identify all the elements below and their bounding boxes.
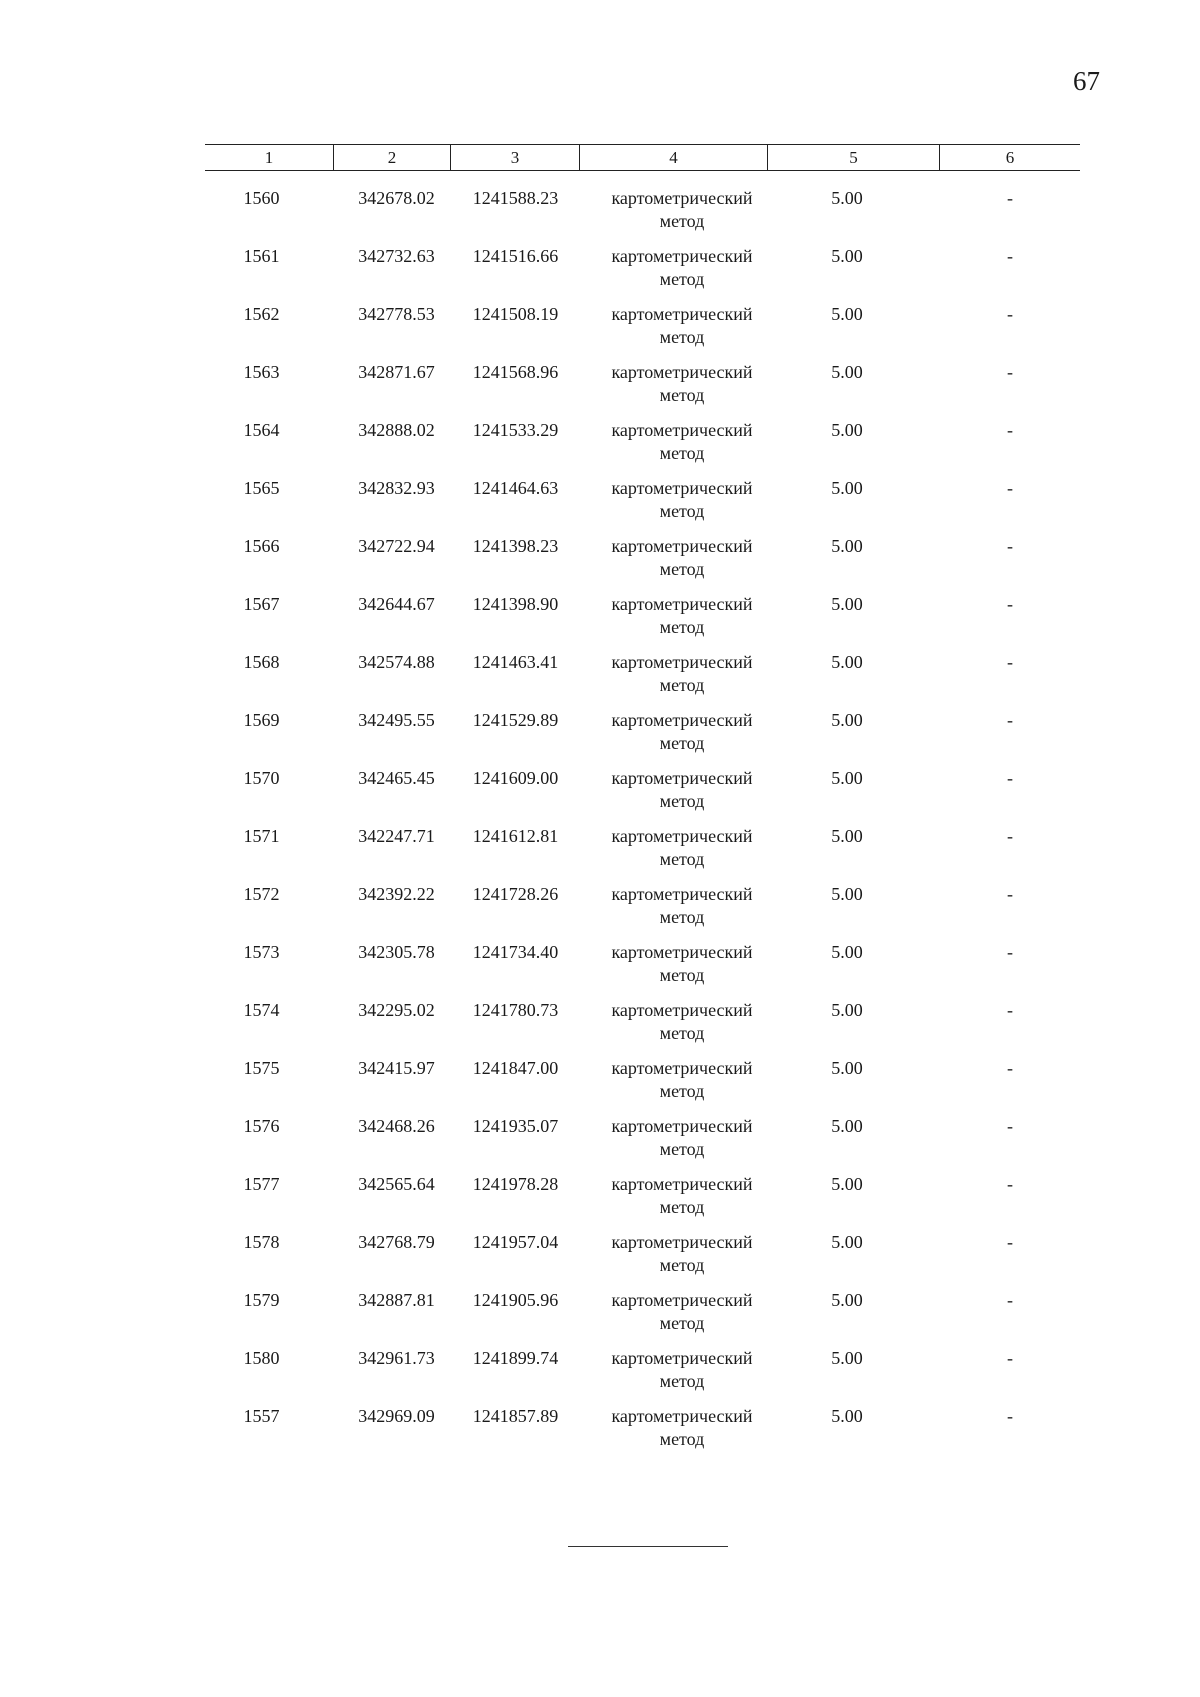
table-row <box>205 593 1080 651</box>
point-number: 1569 <box>243 710 280 730</box>
method-line-1: картометрический <box>611 1058 753 1078</box>
table-row <box>205 767 1080 825</box>
column-header: 6 <box>1005 148 1015 167</box>
coordinate-y: 1241780.73 <box>472 1000 559 1020</box>
coordinate-y: 1241463.41 <box>472 652 559 672</box>
point-number: 1561 <box>243 246 280 266</box>
method-cell <box>580 1405 768 1463</box>
description-cell: - <box>1007 1406 1013 1426</box>
accuracy-value: 5.00 <box>831 362 863 382</box>
coordinate-y: 1241516.66 <box>472 246 559 266</box>
description-cell: - <box>1007 942 1013 962</box>
table-row <box>205 1231 1080 1289</box>
point-number: 1577 <box>243 1174 280 1194</box>
coordinate-x: 342495.55 <box>358 710 435 730</box>
method-line-1: картометрический <box>611 884 753 904</box>
point-number: 1560 <box>243 188 280 208</box>
coordinate-x: 342888.02 <box>358 420 435 440</box>
accuracy-value: 5.00 <box>831 188 863 208</box>
table-row <box>205 883 1080 941</box>
method-cell <box>580 477 768 535</box>
description-cell: - <box>1007 652 1013 672</box>
point-number: 1566 <box>243 536 280 556</box>
point-number: 1573 <box>243 942 280 962</box>
coordinate-x: 342722.94 <box>358 536 435 556</box>
description-cell: - <box>1007 536 1013 556</box>
description-cell: - <box>1007 478 1013 498</box>
method-line-2: метод <box>659 617 705 637</box>
method-line-1: картометрический <box>611 362 753 382</box>
coordinate-y: 1241508.19 <box>472 304 559 324</box>
accuracy-value: 5.00 <box>831 652 863 672</box>
method-cell <box>580 883 768 941</box>
coordinate-x: 342778.53 <box>358 304 435 324</box>
method-line-2: метод <box>659 269 705 289</box>
coordinate-x: 342295.02 <box>358 1000 435 1020</box>
accuracy-value: 5.00 <box>831 1174 863 1194</box>
point-number: 1574 <box>243 1000 280 1020</box>
coordinate-x: 342678.02 <box>358 188 435 208</box>
column-header: 1 <box>205 145 334 170</box>
method-cell <box>580 593 768 651</box>
method-line-1: картометрический <box>611 942 753 962</box>
coordinate-x: 342969.09 <box>358 1406 435 1426</box>
method-line-2: метод <box>659 501 705 521</box>
method-line-1: картометрический <box>611 826 753 846</box>
accuracy-value: 5.00 <box>831 710 863 730</box>
description-cell: - <box>1007 768 1013 788</box>
method-cell <box>580 1057 768 1115</box>
coordinate-y: 1241533.29 <box>472 420 559 440</box>
accuracy-value: 5.00 <box>831 1290 863 1310</box>
method-line-1: картометрический <box>611 188 753 208</box>
description-cell: - <box>1007 1348 1013 1368</box>
table-row <box>205 1173 1080 1231</box>
coordinate-y: 1241728.26 <box>472 884 559 904</box>
point-number: 1575 <box>243 1058 280 1078</box>
column-header: 5 <box>768 145 940 170</box>
description-cell: - <box>1007 710 1013 730</box>
method-line-1: картометрический <box>611 420 753 440</box>
description-cell: - <box>1007 420 1013 440</box>
coordinate-y: 1241935.07 <box>472 1116 559 1136</box>
coordinate-y: 1241612.81 <box>472 826 559 846</box>
coordinate-x: 342768.79 <box>358 1232 435 1252</box>
table-row <box>205 651 1080 709</box>
page-number: 67 <box>1073 66 1100 96</box>
accuracy-value: 5.00 <box>831 1348 863 1368</box>
coordinate-x: 342565.64 <box>358 1174 435 1194</box>
method-line-1: картометрический <box>611 1116 753 1136</box>
coordinate-y: 1241398.90 <box>472 594 559 614</box>
method-cell <box>580 825 768 883</box>
coordinate-x: 342465.45 <box>358 768 435 788</box>
method-line-2: метод <box>659 1429 705 1449</box>
method-cell <box>580 941 768 999</box>
point-number: 1580 <box>243 1348 280 1368</box>
coordinate-x: 342887.81 <box>358 1290 435 1310</box>
table-row <box>205 1405 1080 1463</box>
method-line-2: метод <box>659 1313 705 1333</box>
method-line-2: метод <box>659 907 705 927</box>
description-cell: - <box>1007 246 1013 266</box>
method-line-2: метод <box>659 211 705 231</box>
table-row <box>205 825 1080 883</box>
coordinate-x: 342468.26 <box>358 1116 435 1136</box>
coordinate-y: 1241899.74 <box>472 1348 559 1368</box>
method-cell <box>580 999 768 1057</box>
accuracy-value: 5.00 <box>831 768 863 788</box>
coordinate-x: 342832.93 <box>358 478 435 498</box>
method-line-2: метод <box>659 385 705 405</box>
method-line-2: метод <box>659 559 705 579</box>
accuracy-value: 5.00 <box>831 826 863 846</box>
table-body <box>205 187 1080 1463</box>
accuracy-value: 5.00 <box>831 1406 863 1426</box>
coordinate-y: 1241734.40 <box>472 942 559 962</box>
method-cell <box>580 245 768 303</box>
table-row <box>205 245 1080 303</box>
table-row <box>205 477 1080 535</box>
method-line-1: картометрический <box>611 536 753 556</box>
description-cell: - <box>1007 1116 1013 1136</box>
method-cell <box>580 767 768 825</box>
table-row <box>205 535 1080 593</box>
description-cell: - <box>1007 1232 1013 1252</box>
table-row <box>205 941 1080 999</box>
method-line-2: метод <box>659 1371 705 1391</box>
method-line-2: метод <box>659 1255 705 1275</box>
coordinate-x: 342392.22 <box>358 884 435 904</box>
accuracy-value: 5.00 <box>831 246 863 266</box>
method-line-1: картометрический <box>611 1348 753 1368</box>
point-number: 1571 <box>243 826 280 846</box>
method-line-1: картометрический <box>611 710 753 730</box>
description-cell: - <box>1007 1290 1013 1310</box>
coordinate-y: 1241957.04 <box>472 1232 559 1252</box>
point-number: 1557 <box>243 1406 280 1426</box>
table-row <box>205 999 1080 1057</box>
table-row <box>205 419 1080 477</box>
coordinate-y: 1241857.89 <box>472 1406 559 1426</box>
coordinate-x: 342415.97 <box>358 1058 435 1078</box>
coordinate-x: 342305.78 <box>358 942 435 962</box>
description-cell: - <box>1007 884 1013 904</box>
description-cell: - <box>1007 1058 1013 1078</box>
method-cell <box>580 361 768 419</box>
table-row <box>205 361 1080 419</box>
point-number: 1567 <box>243 594 280 614</box>
method-line-2: метод <box>659 733 705 753</box>
accuracy-value: 5.00 <box>831 594 863 614</box>
table-header <box>205 145 1080 170</box>
point-number: 1576 <box>243 1116 280 1136</box>
end-rule <box>568 1546 728 1547</box>
accuracy-value: 5.00 <box>831 1232 863 1252</box>
method-line-1: картометрический <box>611 1290 753 1310</box>
method-cell <box>580 1173 768 1231</box>
header-bottom-rule <box>205 170 1080 171</box>
coordinate-y: 1241588.23 <box>472 188 559 208</box>
accuracy-value: 5.00 <box>831 478 863 498</box>
accuracy-value: 5.00 <box>831 942 863 962</box>
point-number: 1578 <box>243 1232 280 1252</box>
point-number: 1570 <box>243 768 280 788</box>
method-cell <box>580 419 768 477</box>
method-cell <box>580 1115 768 1173</box>
method-cell <box>580 187 768 245</box>
method-line-1: картометрический <box>611 768 753 788</box>
accuracy-value: 5.00 <box>831 536 863 556</box>
accuracy-value: 5.00 <box>831 304 863 324</box>
coordinate-x: 342644.67 <box>358 594 435 614</box>
method-cell <box>580 1231 768 1289</box>
accuracy-value: 5.00 <box>831 1000 863 1020</box>
method-line-1: картометрический <box>611 304 753 324</box>
point-number: 1563 <box>243 362 280 382</box>
point-number: 1579 <box>243 1290 280 1310</box>
method-line-2: метод <box>659 1023 705 1043</box>
method-line-1: картометрический <box>611 1232 753 1252</box>
coordinate-x: 342247.71 <box>358 826 435 846</box>
method-cell <box>580 303 768 361</box>
coordinate-y: 1241398.23 <box>472 536 559 556</box>
description-cell: - <box>1007 362 1013 382</box>
description-cell: - <box>1007 1174 1013 1194</box>
point-number: 1568 <box>243 652 280 672</box>
method-cell <box>580 1347 768 1405</box>
method-line-1: картометрический <box>611 652 753 672</box>
description-cell: - <box>1007 826 1013 846</box>
method-line-2: метод <box>659 1197 705 1217</box>
method-line-2: метод <box>659 675 705 695</box>
method-cell <box>580 1289 768 1347</box>
method-line-2: метод <box>659 849 705 869</box>
coordinate-y: 1241568.96 <box>472 362 559 382</box>
method-line-2: метод <box>659 965 705 985</box>
method-line-2: метод <box>659 791 705 811</box>
point-number: 1565 <box>243 478 280 498</box>
point-number: 1562 <box>243 304 280 324</box>
method-line-1: картометрический <box>611 1000 753 1020</box>
method-line-2: метод <box>659 327 705 347</box>
accuracy-value: 5.00 <box>831 1116 863 1136</box>
accuracy-value: 5.00 <box>831 884 863 904</box>
column-header: 3 <box>451 145 580 170</box>
column-header: 2 <box>334 145 451 170</box>
method-line-1: картометрический <box>611 1174 753 1194</box>
description-cell: - <box>1007 304 1013 324</box>
table-row <box>205 1115 1080 1173</box>
table-row <box>205 1057 1080 1115</box>
column-header: 4 <box>580 145 768 170</box>
coordinate-y: 1241847.00 <box>472 1058 559 1078</box>
coordinate-y: 1241609.00 <box>472 768 559 788</box>
coordinate-y: 1241905.96 <box>472 1290 559 1310</box>
accuracy-value: 5.00 <box>831 1058 863 1078</box>
coordinate-y: 1241464.63 <box>472 478 559 498</box>
table-row <box>205 1289 1080 1347</box>
coordinate-x: 342961.73 <box>358 1348 435 1368</box>
coordinate-y: 1241978.28 <box>472 1174 559 1194</box>
method-line-1: картометрический <box>611 478 753 498</box>
description-cell: - <box>1007 1000 1013 1020</box>
method-cell <box>580 535 768 593</box>
method-cell <box>580 709 768 767</box>
coordinate-x: 342871.67 <box>358 362 435 382</box>
description-cell: - <box>1007 188 1013 208</box>
table-row <box>205 187 1080 245</box>
method-line-1: картометрический <box>611 594 753 614</box>
point-number: 1564 <box>243 420 280 440</box>
method-line-1: картометрический <box>611 1406 753 1426</box>
coordinate-y: 1241529.89 <box>472 710 559 730</box>
method-cell <box>580 651 768 709</box>
method-line-2: метод <box>659 443 705 463</box>
table-row <box>205 709 1080 767</box>
accuracy-value: 5.00 <box>831 420 863 440</box>
method-line-2: метод <box>659 1081 705 1101</box>
coordinate-x: 342574.88 <box>358 652 435 672</box>
point-number: 1572 <box>243 884 280 904</box>
method-line-1: картометрический <box>611 246 753 266</box>
description-cell: - <box>1007 594 1013 614</box>
table-row <box>205 1347 1080 1405</box>
method-line-2: метод <box>659 1139 705 1159</box>
coordinate-x: 342732.63 <box>358 246 435 266</box>
table-row <box>205 303 1080 361</box>
